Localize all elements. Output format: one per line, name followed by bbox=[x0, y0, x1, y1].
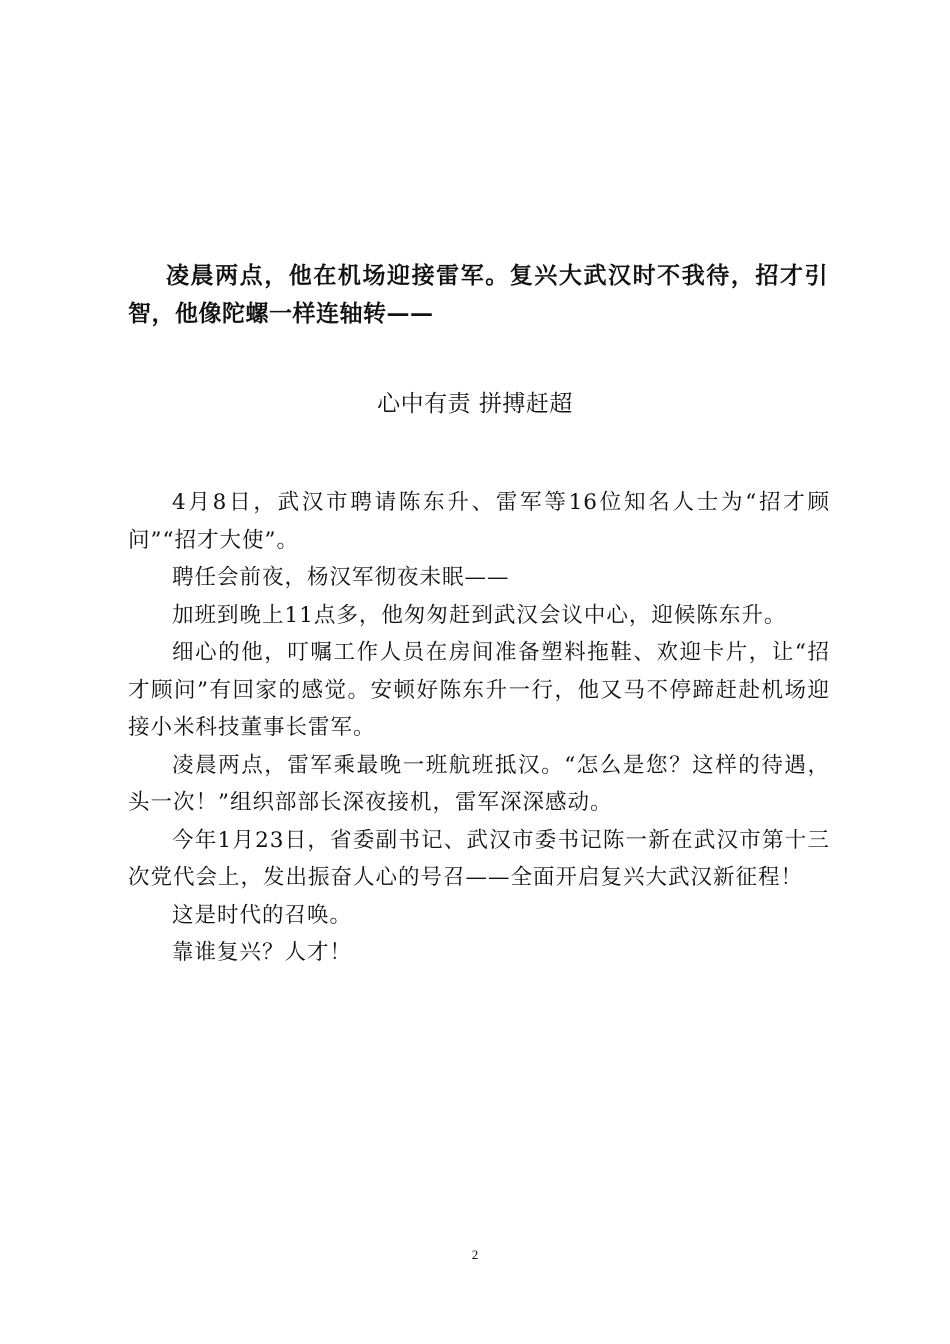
body-paragraph: 细心的他，叮嘱工作人员在房间准备塑料拖鞋、欢迎卡片，让“招才顾问”有回家的感觉。安顿好陈东升一行，他又马不停蹄赶赴机场迎接小米科技董事长雷军。 bbox=[128, 640, 830, 740]
article-body bbox=[128, 484, 830, 972]
body-paragraph: 这是时代的召唤。 bbox=[172, 902, 353, 928]
body-paragraph: 聘任会前夜，杨汉军彻夜未眠—— bbox=[172, 565, 510, 590]
lead-paragraph: 凌晨两点，他在机场迎接雷军。复兴大武汉时不我待，招才引智，他像陀螺一样连轴转—— bbox=[128, 262, 828, 327]
body-paragraph: 今年1月23日，省委副书记、武汉市委书记陈一新在武汉市第十三次党代会上，发出振奋人心的号召——全面开启复兴大武汉新征程！ bbox=[128, 827, 830, 890]
section-headline: 心中有责 拼搏赶超 bbox=[377, 391, 573, 417]
body-paragraph: 凌晨两点，雷军乘最晚一班航班抵汉。“怎么是您？这样的待遇，头一次！”组织部部长深夜接机，雷军深深感动。 bbox=[128, 752, 830, 815]
body-paragraph: 加班到晚上11点多，他匆匆赶到武汉会议中心，迎候陈东升。 bbox=[172, 602, 787, 628]
body-paragraph: 靠谁复兴？人才！ bbox=[172, 940, 353, 965]
page-number: 2 bbox=[471, 1247, 479, 1262]
body-paragraph: 4月8日，武汉市聘请陈东升、雷军等16位知名人士为“招才顾问”“招才大使”。 bbox=[128, 490, 830, 553]
